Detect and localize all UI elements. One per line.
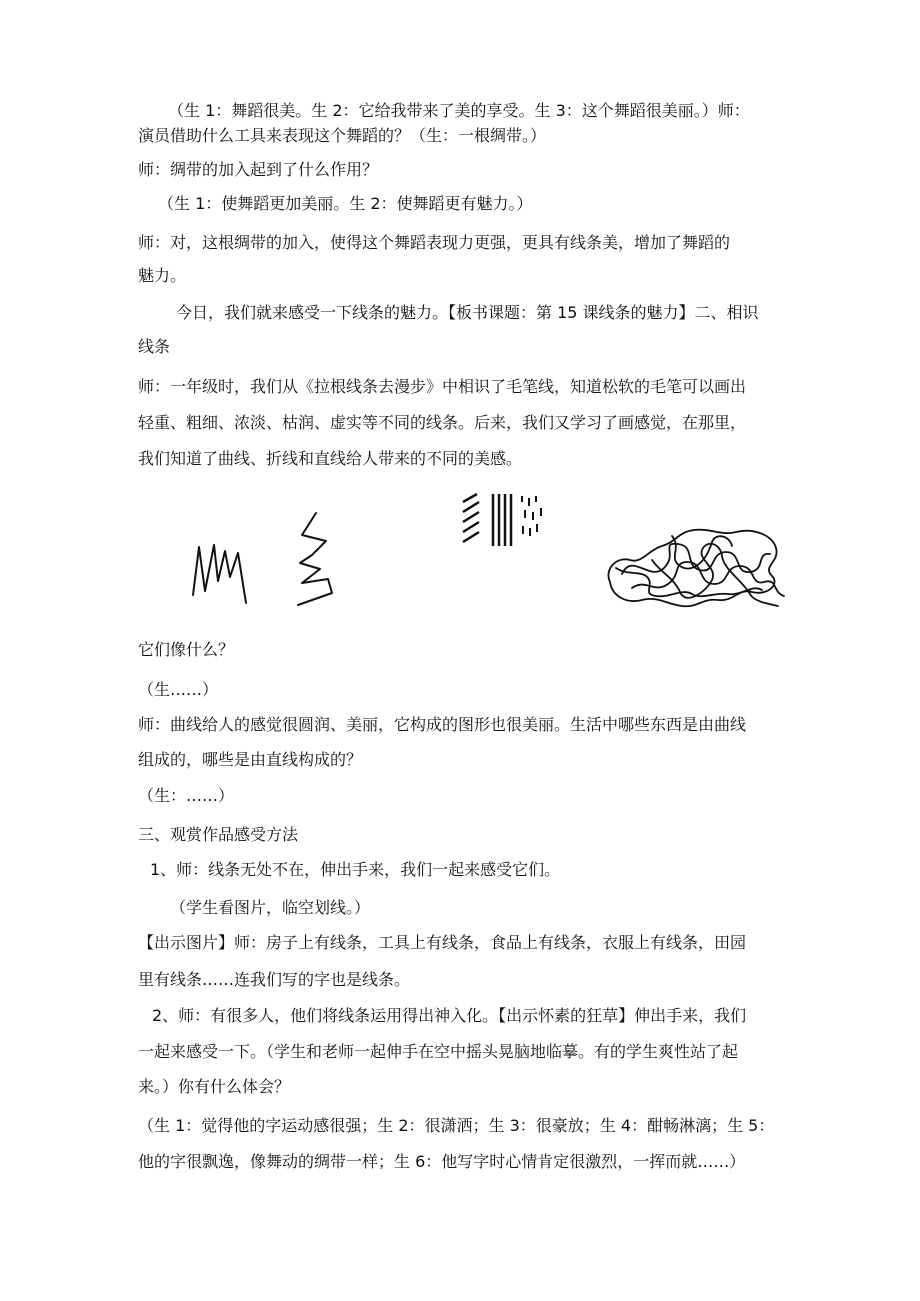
text-line-22: 2、师：有很多人，他们将线条运用得出神入化。【出示怀素的狂草】伸出手来，我们 bbox=[152, 1006, 747, 1025]
section-heading: 三、观赏作品感受方法 bbox=[138, 825, 299, 844]
text-line-16: （生：……） bbox=[138, 786, 235, 805]
zigzag-line-drawing bbox=[188, 537, 260, 607]
text-line-15: 组成的，哪些是由直线构成的？ bbox=[138, 750, 363, 769]
text-line-21: 里有线条……连我们写的字也是线条。 bbox=[138, 970, 411, 989]
text-line-18: 1、师：线条无处不在，伸出手来，我们一起来感受它们。 bbox=[150, 860, 561, 879]
text-line-19: （学生看图片，临空划线。） bbox=[170, 898, 371, 917]
curved-line-drawing bbox=[602, 522, 792, 612]
text-line-4: （生 1：使舞蹈更加美丽。生 2：使舞蹈更有魅力。） bbox=[158, 194, 533, 213]
text-line-11: 我们知道了曲线、折线和直线给人带来的不同的美感。 bbox=[138, 449, 523, 468]
text-line-6: 魅力。 bbox=[138, 266, 187, 285]
text-line-5: 师：对，这根绸带的加入，使得这个舞蹈表现力更强，更具有线条美，增加了舞蹈的 bbox=[138, 233, 731, 252]
folded-line-drawing bbox=[280, 507, 346, 613]
text-line-8: 线条 bbox=[138, 337, 171, 356]
text-line-9: 师：一年级时，我们从《拉根线条去漫步》中相识了毛笔线，知道松软的毛笔可以画出 bbox=[138, 377, 747, 396]
text-line-23: 一起来感受一下。（学生和老师一起伸手在空中摇头晃脑地临摹。有的学生爽性站了起 bbox=[138, 1042, 739, 1061]
text-line-12: 它们像什么？ bbox=[138, 640, 235, 659]
text-line-10: 轻重、粗细、浓淡、枯润、虚实等不同的线条。后来，我们又学习了画感觉，在那里， bbox=[138, 413, 747, 432]
text-line-14: 师：曲线给人的感觉很圆润、美丽，它构成的图形也很美丽。生活中哪些东西是由曲线 bbox=[138, 715, 747, 734]
text-line-13: （生……） bbox=[138, 680, 219, 699]
text-line-24: 来。）你有什么体会？ bbox=[138, 1077, 291, 1096]
text-line-26: 他的字很飘逸，像舞动的绸带一样；生 6：他写字时心情肯定很激烈，一挥而就……） bbox=[138, 1152, 746, 1171]
text-line-2: 演员借助什么工具来表现这个舞蹈的？（生：一根绸带。） bbox=[138, 126, 547, 145]
text-line-7: 今日，我们就来感受一下线条的魅力。【板书课题：第 15 课线条的魅力】二、相识 bbox=[176, 303, 759, 322]
straight-lines-drawing bbox=[457, 488, 551, 550]
text-line-20: 【出示图片】师：房子上有线条，工具上有线条，食品上有线条，衣服上有线条，田园 bbox=[138, 933, 747, 952]
text-line-25: （生 1：觉得他的字运动感很强；生 2：很潇洒；生 3：很豪放；生 4：酣畅淋漓；生 5： bbox=[138, 1116, 775, 1135]
text-line-1: （生 1：舞蹈很美。生 2：它给我带来了美的享受。生 3：这个舞蹈很美丽。）师： bbox=[168, 101, 750, 120]
text-line-3: 师：绸带的加入起到了什么作用？ bbox=[138, 160, 379, 179]
